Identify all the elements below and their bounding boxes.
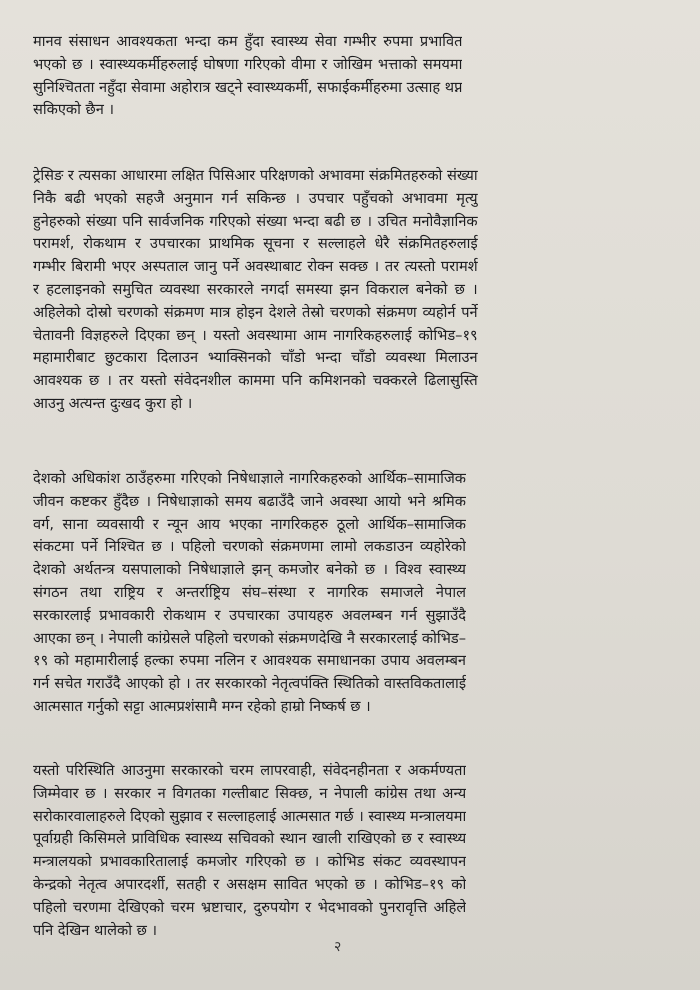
text-line: परामर्श, रोकथाम र उपचारका प्राथमिक सूचना र सल्लाहले धेरै संक्रमितहरुलाई (33, 235, 478, 253)
text-line: मानव संसाधन आवश्यकता भन्दा कम हुँदा स्वास्थ्य सेवा गम्भीर रुपमा प्रभावित (33, 33, 463, 50)
text-line: केन्द्रको नेतृत्व अपारदर्शी, सतही र असक्षम सावित भएको छ । कोभिड–१९ को (33, 875, 467, 893)
text-line: सकिएको छैन । (33, 101, 115, 119)
text-line: जीवन कष्टकर हुँदैछ । निषेधाज्ञाको समय बढाउँदै जाने अवस्था आयो भने श्रमिक (33, 492, 466, 510)
text-line: संगठन तथा राष्ट्रिय र अन्तर्राष्ट्रिय संघ–संस्था र नागरिक समाजले नेपाल (33, 583, 466, 601)
text-line: भएको छ । स्वास्थ्यकर्मीहरुलाई घोषणा गरिएको वीमा र जोखिम भत्ताको समयमा (33, 55, 463, 73)
text-line: सरकारलाई प्रभावकारी रोकथाम र उपचारका उपायहरु अवलम्बन गर्न सुझाउँदै (33, 606, 466, 624)
text-line: महामारीबाट छुटकारा दिलाउन भ्याक्सिनको चाँडो भन्दा चाँडो व्यवस्था मिलाउन (33, 349, 478, 367)
text-line: आउनु अत्यन्त दुःखद कुरा हो । (33, 394, 193, 412)
text-line: संकटमा पर्ने निश्चित छ । पहिलो चरणको संक्रमणमा लामो लकडाउन व्यहोरेको (33, 538, 466, 556)
text-line: सरोकारवालाहरुले दिएको सुझाव र सल्लाहलाई आत्मसात गर्छ । स्वास्थ्य मन्त्रालयमा (33, 807, 467, 825)
paragraph-1 (33, 31, 462, 122)
text-line: पूर्वाग्रही किसिमले प्राविधिक स्वास्थ्य सचिवको स्थान खाली राखिएको छ र स्वास्थ्य (33, 830, 467, 848)
text-line: पनि देखिन थालेको छ । (33, 921, 158, 939)
text-line: अहिलेको दोस्रो चरणको संक्रमण मात्र होइन देशले तेस्रो चरणको संक्रमण व्यहोर्न पर्ने (33, 303, 478, 321)
paragraph-3 (33, 468, 466, 719)
text-line: ट्रेसिङ र त्यसका आधारमा लक्षित पिसिआर परिक्षणको अभावमा संक्रमितहरुको संख्या (33, 167, 478, 184)
text-line: देशको अर्थतन्त्र यसपालाको निषेधाज्ञाले झन् कमजोर बनेको छ । विश्व स्वास्थ्य (33, 561, 466, 579)
text-line: जिम्मेवार छ । सरकार न विगतका गल्तीबाट सिक्छ, न नेपाली कांग्रेस तथा अन्य (33, 784, 467, 802)
text-line: देशको अधिकांश ठाउँहरुमा गरिएको निषेधाज्ञाले नागरिकहरुको आर्थिक–सामाजिक (33, 470, 466, 487)
text-line: आत्मसात गर्नुको सट्टा आत्मप्रशंसामै मग्न रहेको हाम्रो निष्कर्ष छ । (33, 697, 371, 715)
page-number: २ (334, 939, 342, 955)
text-line: मन्त्रालयको प्रभावकारितालाई कमजोर गरिएको छ । कोभिड संकट व्यवस्थापन (33, 853, 467, 871)
paragraph-2 (33, 165, 478, 416)
text-line: पहिलो चरणमा देखिएको चरम भ्रष्टाचार, दुरुपयोग र भेदभावको पुनरावृत्ति अहिले (33, 898, 467, 916)
text-line: निकै बढी भएको सहजै अनुमान गर्न सकिन्छ । उपचार पहुँचको अभावमा मृत्यु (33, 189, 478, 207)
text-line: आएका छन् । नेपाली कांग्रेसले पहिलो चरणको संक्रमणदेखि नै सरकारलाई कोभिड– (33, 629, 466, 647)
text-line: चेतावनी विज्ञहरुले दिएका छन् । यस्तो अवस्थामा आम नागरिकहरुलाई कोभिड–१९ (33, 326, 478, 344)
text-line: यस्तो परिस्थिति आउनुमा सरकारको चरम लापरवाही, संवेदनहीनता र अकर्मण्यता (33, 762, 467, 779)
text-line: सुनिश्चितता नहुँदा सेवामा अहोरात्र खट्ने स्वास्थ्यकर्मी, सफाईकर्मीहरुमा उत्साह थप्न (33, 78, 463, 96)
text-line: १९ को महामारीलाई हल्का रुपमा नलिन र आवश्यक समाधानका उपाय अवलम्बन (33, 652, 466, 670)
paragraph-4 (33, 760, 466, 942)
text-line: हुनेहरुको संख्या पनि सार्वजनिक गरिएको संख्या भन्दा बढी छ । उचित मनोवैज्ञानिक (33, 212, 478, 230)
text-line: वर्ग, साना व्यवसायी र न्यून आय भएका नागरिकहरु ठूलो आर्थिक–सामाजिक (33, 515, 466, 533)
text-line: आवश्यक छ । तर यस्तो संवेदनशील काममा पनि कमिशनको चक्करले ढिलासुस्ति (33, 372, 478, 390)
text-line: गम्भीर बिरामी भएर अस्पताल जानु पर्ने अवस्थाबाट रोक्न सक्छ । तर त्यस्तो परामर्श (33, 258, 478, 276)
text-line: र हटलाइनको समुचित व्यवस्था सरकारले नगर्दा समस्या झन विकराल बनेको छ । (33, 280, 478, 298)
text-line: गर्न सचेत गराउँदै आएको हो । तर सरकारको नेतृत्वपंक्ति स्थितिको वास्तविकतालाई (33, 675, 466, 693)
